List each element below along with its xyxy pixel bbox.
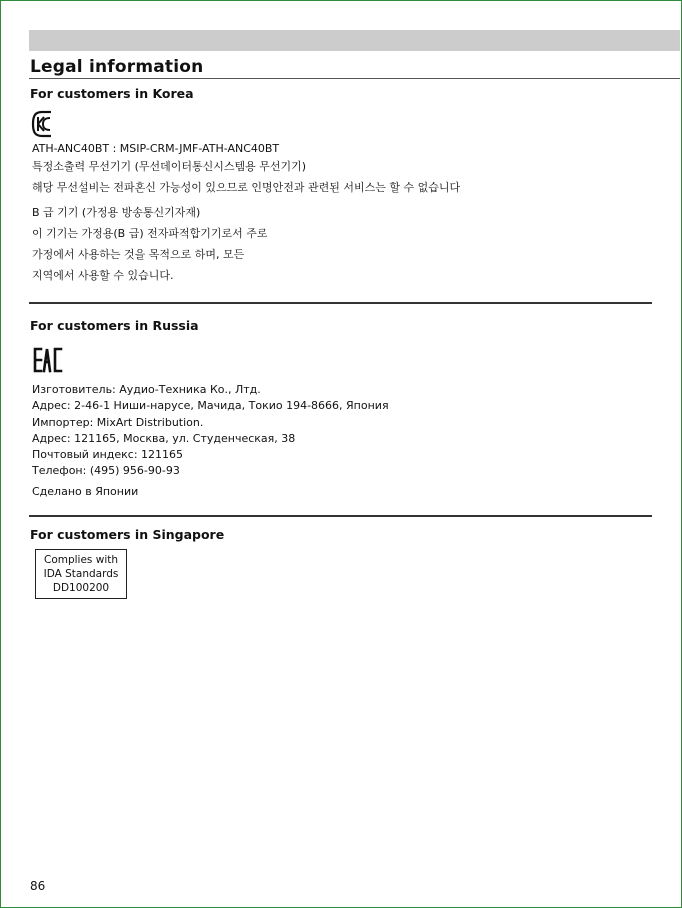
- korea-line: 특정소출력 무선기기 (무선데이터통신시스템용 무선기기): [32, 160, 307, 173]
- russia-heading: For customers in Russia: [30, 318, 199, 333]
- ida-label-line: IDA Standards: [43, 568, 119, 580]
- russia-detail-line: Адрес: 2-46-1 Ниши-нарусе, Мачида, Токио 194-8666, Япония: [32, 399, 389, 413]
- korea-class-b-line: 이 기기는 가정용(B 급) 전자파적합기기로서 주로: [32, 227, 268, 240]
- section-divider: [29, 302, 652, 304]
- section-divider: [29, 515, 652, 517]
- title-rule: [29, 78, 680, 79]
- russia-detail-line: Почтовый индекс: 121165: [32, 448, 184, 462]
- korea-line: 해당 무선설비는 전파혼신 가능성이 있으므로 인명안전과 관련된 서비스는 할 수 없습니다: [32, 181, 461, 194]
- korea-model-line: ATH-ANC40BT : MSIP-CRM-JMF-ATH-ANC40BT: [32, 142, 280, 155]
- korea-class-b-line: 지역에서 사용할 수 있습니다.: [32, 269, 174, 282]
- ida-compliance-label: [35, 549, 127, 599]
- page-number: 86: [30, 879, 46, 893]
- ida-label-line: Complies with: [43, 554, 119, 566]
- russia-made-in: Сделано в Японии: [32, 485, 139, 498]
- korea-class-b-line: B 급 기기 (가정용 방송통신기자재): [32, 206, 201, 219]
- page-title: Legal information: [30, 57, 204, 77]
- russia-details: [32, 382, 389, 480]
- russia-detail-line: Изготовитель: Аудио-Техника Ко., Лтд.: [32, 383, 261, 396]
- ida-label-line: DD100200: [52, 582, 110, 594]
- russia-detail-line: Телефон: (495) 956-90-93: [32, 464, 180, 478]
- singapore-heading: For customers in Singapore: [30, 527, 225, 542]
- kc-certification-icon: [31, 110, 53, 138]
- korea-heading: For customers in Korea: [30, 86, 194, 101]
- russia-detail-line: Адрес: 121165, Москва, ул. Студенческая, 38: [32, 431, 296, 445]
- header-bar: [29, 30, 680, 51]
- korea-class-b-line: 가정에서 사용하는 것을 목적으로 하며, 모든: [32, 248, 245, 261]
- russia-detail-line: Импортер: MixArt Distribution.: [32, 415, 204, 429]
- eac-conformity-icon: [33, 347, 63, 373]
